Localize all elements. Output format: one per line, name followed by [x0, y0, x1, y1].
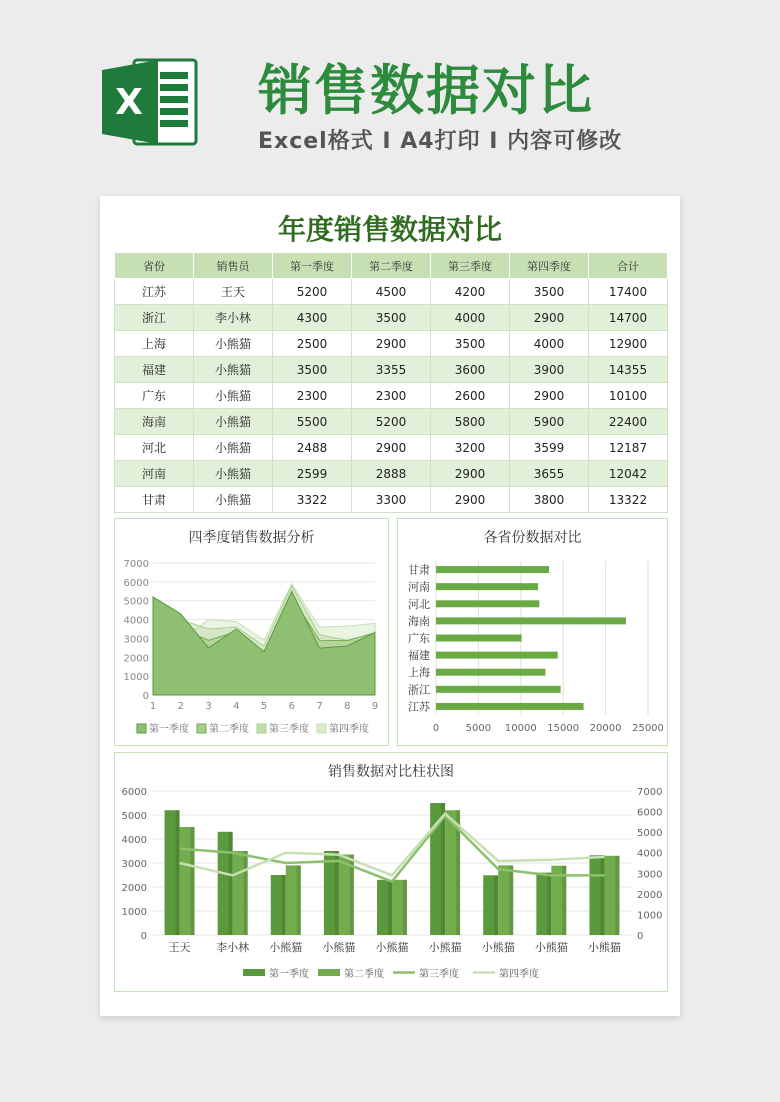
table-row [115, 383, 668, 409]
legend-swatch [137, 724, 146, 733]
y-tick-label: 3000 [123, 634, 149, 646]
logo-letter: X [115, 82, 143, 123]
category-label: 福建 [408, 649, 430, 663]
legend-swatch [197, 724, 206, 733]
table-cell: 10100 [589, 383, 668, 409]
legend-label: 第一季度 [149, 724, 189, 735]
y-tick-label: 2000 [123, 653, 149, 665]
province-bar [436, 686, 561, 693]
table-cell: 5200 [352, 409, 431, 435]
x-tick-label: 5000 [465, 723, 492, 734]
legend-label: 第二季度 [209, 724, 249, 735]
column-bar-shade [494, 875, 498, 935]
column-bar-shade [388, 880, 392, 935]
header-cell: 第二季度 [352, 253, 431, 279]
subtitle: Excel格式 I A4打印 I 内容可修改 [258, 129, 623, 154]
legend-label: 第三季度 [269, 724, 309, 735]
y-tick-label: 3000 [121, 859, 147, 870]
table-cell: 2300 [273, 383, 352, 409]
table-row [115, 435, 668, 461]
table-row [115, 461, 668, 487]
y2-tick-label: 0 [637, 931, 644, 942]
table-cell: 3500 [510, 279, 589, 305]
province-bar [436, 635, 522, 642]
sheet-title: 年度销售数据对比 [277, 213, 502, 246]
table-cell: 2900 [510, 305, 589, 331]
legend-label: 第二季度 [344, 969, 384, 980]
table-cell: 4000 [431, 305, 510, 331]
column-bar-shade [229, 832, 233, 935]
table-cell: 3322 [273, 487, 352, 513]
x-tick-label: 10000 [504, 723, 537, 734]
column-bar-shade [509, 865, 513, 935]
header-cell: 第三季度 [431, 253, 510, 279]
header [0, 0, 780, 190]
table-header-row [115, 253, 668, 279]
legend-swatch [318, 969, 340, 976]
x-tick-label: 3 [205, 701, 212, 712]
table-row [115, 487, 668, 513]
x-tick-label: 8 [344, 701, 351, 712]
province-bar-chart [398, 519, 669, 747]
column-chart [115, 753, 669, 993]
column-bar-shade [244, 851, 248, 935]
excel-logo-icon [100, 56, 200, 148]
y2-tick-label: 5000 [637, 828, 663, 840]
legend-swatch [257, 724, 266, 733]
category-label: 小熊猫 [322, 941, 356, 954]
table-cell: 4000 [510, 331, 589, 357]
header-cell: 第一季度 [273, 253, 352, 279]
y-tick-label: 1000 [123, 672, 149, 684]
table-cell: 海南 [115, 409, 194, 435]
table-cell: 小熊猫 [194, 461, 273, 487]
legend-label: 第四季度 [329, 724, 369, 735]
table-cell: 12900 [589, 331, 668, 357]
table-row [115, 305, 668, 331]
column-bar-shade [191, 827, 195, 935]
column-bar-shade [176, 810, 180, 935]
table-row [115, 357, 668, 383]
category-label: 小熊猫 [269, 941, 303, 954]
table-cell: 甘肃 [115, 487, 194, 513]
category-label: 李小林 [216, 941, 250, 954]
category-label: 海南 [408, 614, 430, 628]
sales-table [114, 252, 668, 513]
y2-tick-label: 7000 [637, 787, 663, 798]
table-cell: 江苏 [115, 279, 194, 305]
column-bar-shade [547, 873, 551, 935]
table-row [115, 279, 668, 305]
table-cell: 2888 [352, 461, 431, 487]
legend-label: 第三季度 [419, 969, 459, 980]
table-cell: 2600 [431, 383, 510, 409]
table-row [115, 409, 668, 435]
table-cell: 浙江 [115, 305, 194, 331]
province-chart-panel [397, 518, 668, 746]
x-tick-label: 4 [233, 701, 240, 712]
table-cell: 小熊猫 [194, 409, 273, 435]
table-cell: 3500 [431, 331, 510, 357]
header-cell: 销售员 [194, 253, 273, 279]
y-tick-label: 5000 [123, 596, 149, 608]
header-cell: 省份 [115, 253, 194, 279]
legend-swatch [317, 724, 326, 733]
category-label: 小熊猫 [375, 941, 409, 954]
province-bar [436, 566, 549, 573]
x-tick-label: 25000 [632, 723, 664, 734]
x-tick-label: 1 [149, 701, 157, 712]
table-cell: 4500 [352, 279, 431, 305]
y-tick-label: 1000 [121, 907, 147, 918]
table-cell: 小熊猫 [194, 383, 273, 409]
table-cell: 4300 [273, 305, 352, 331]
table-cell: 14355 [589, 357, 668, 383]
category-label: 小熊猫 [534, 941, 568, 954]
category-label: 小熊猫 [587, 941, 621, 954]
y-tick-label: 2000 [121, 883, 147, 894]
y2-tick-label: 3000 [637, 869, 663, 881]
province-bar [436, 652, 558, 659]
x-tick-label: 2 [177, 701, 184, 712]
y-tick-label: 5000 [121, 811, 147, 822]
category-label: 浙江 [408, 683, 430, 697]
y2-tick-label: 6000 [637, 807, 663, 819]
category-label: 上海 [408, 666, 430, 680]
table-cell: 3355 [352, 357, 431, 383]
province-bar [436, 583, 538, 590]
y-tick-label: 6000 [121, 787, 147, 798]
category-label: 小熊猫 [481, 941, 515, 954]
table-cell: 福建 [115, 357, 194, 383]
table-cell: 3500 [273, 357, 352, 383]
table-cell: 小熊猫 [194, 435, 273, 461]
column-bar-shade [282, 875, 286, 935]
table-cell: 2599 [273, 461, 352, 487]
table-cell: 3500 [352, 305, 431, 331]
y-tick-label: 0 [140, 931, 147, 942]
table-cell: 2900 [431, 461, 510, 487]
area-chart-panel [114, 518, 389, 746]
column-bar-shade [615, 856, 619, 935]
table-cell: 5900 [510, 409, 589, 435]
table-cell: 2300 [352, 383, 431, 409]
y-tick-label: 0 [142, 691, 149, 702]
table-cell: 3200 [431, 435, 510, 461]
table-cell: 12042 [589, 461, 668, 487]
table-cell: 3600 [431, 357, 510, 383]
table-cell: 2488 [273, 435, 352, 461]
table-cell: 2900 [352, 435, 431, 461]
table-row [115, 331, 668, 357]
province-bar [436, 669, 545, 676]
category-label: 广东 [408, 632, 430, 645]
table-cell: 小熊猫 [194, 487, 273, 513]
column-bar-shade [441, 803, 445, 935]
area-chart [115, 519, 390, 747]
table-cell: 12187 [589, 435, 668, 461]
column-chart-title: 销售数据对比柱状图 [328, 764, 454, 780]
table-cell: 3800 [510, 487, 589, 513]
column-bar-shade [600, 855, 604, 935]
category-label: 小熊猫 [428, 941, 462, 954]
sheet [100, 196, 680, 1016]
table-cell: 3900 [510, 357, 589, 383]
legend-swatch [243, 969, 265, 976]
table-cell: 小熊猫 [194, 357, 273, 383]
table-cell: 5500 [273, 409, 352, 435]
column-bar-shade [297, 865, 301, 935]
table-cell: 河北 [115, 435, 194, 461]
legend-label: 第一季度 [269, 969, 309, 980]
y2-tick-label: 4000 [637, 848, 663, 860]
main-title: 销售数据对比 [258, 59, 594, 122]
column-bar-shade [335, 851, 339, 935]
column-chart-panel [114, 752, 668, 992]
category-label: 甘肃 [408, 563, 430, 577]
x-tick-label: 20000 [589, 723, 622, 734]
province-chart-title: 各省份数据对比 [483, 530, 582, 546]
table-cell: 3655 [510, 461, 589, 487]
table-cell: 2500 [273, 331, 352, 357]
y-tick-label: 4000 [121, 835, 147, 846]
y2-tick-label: 2000 [637, 889, 663, 901]
category-label: 王天 [168, 941, 191, 954]
table-cell: 14700 [589, 305, 668, 331]
y-tick-label: 7000 [123, 559, 149, 570]
y-tick-label: 4000 [123, 615, 149, 627]
table-cell: 5800 [431, 409, 510, 435]
y2-tick-label: 1000 [637, 910, 663, 922]
province-bar [436, 600, 539, 607]
table-cell: 李小林 [194, 305, 273, 331]
x-tick-label: 7 [316, 701, 323, 712]
x-tick-label: 5 [260, 701, 268, 712]
x-tick-label: 6 [288, 701, 295, 712]
table-cell: 13322 [589, 487, 668, 513]
table-cell: 22400 [589, 409, 668, 435]
table-cell: 2900 [510, 383, 589, 409]
table-cell: 河南 [115, 461, 194, 487]
x-tick-label: 15000 [547, 723, 580, 734]
province-bar [436, 617, 626, 624]
province-bar [436, 703, 584, 710]
legend-label: 第四季度 [499, 969, 539, 980]
column-bar-shade [403, 880, 407, 935]
y-tick-label: 6000 [123, 577, 149, 589]
x-tick-label: 0 [432, 723, 440, 734]
table-cell: 2900 [431, 487, 510, 513]
table-cell: 广东 [115, 383, 194, 409]
table-cell: 2900 [352, 331, 431, 357]
table-cell: 4200 [431, 279, 510, 305]
category-label: 河南 [408, 580, 430, 594]
table-cell: 王天 [194, 279, 273, 305]
table-cell: 3300 [352, 487, 431, 513]
x-tick-label: 9 [371, 701, 379, 712]
category-label: 河北 [408, 597, 430, 611]
table-cell: 17400 [589, 279, 668, 305]
area-chart-title: 四季度销售数据分析 [188, 530, 315, 546]
header-cell: 合计 [589, 253, 668, 279]
category-label: 江苏 [408, 700, 430, 714]
table-cell: 上海 [115, 331, 194, 357]
table-cell: 3599 [510, 435, 589, 461]
table-cell: 小熊猫 [194, 331, 273, 357]
header-cell: 第四季度 [510, 253, 589, 279]
table-cell: 5200 [273, 279, 352, 305]
